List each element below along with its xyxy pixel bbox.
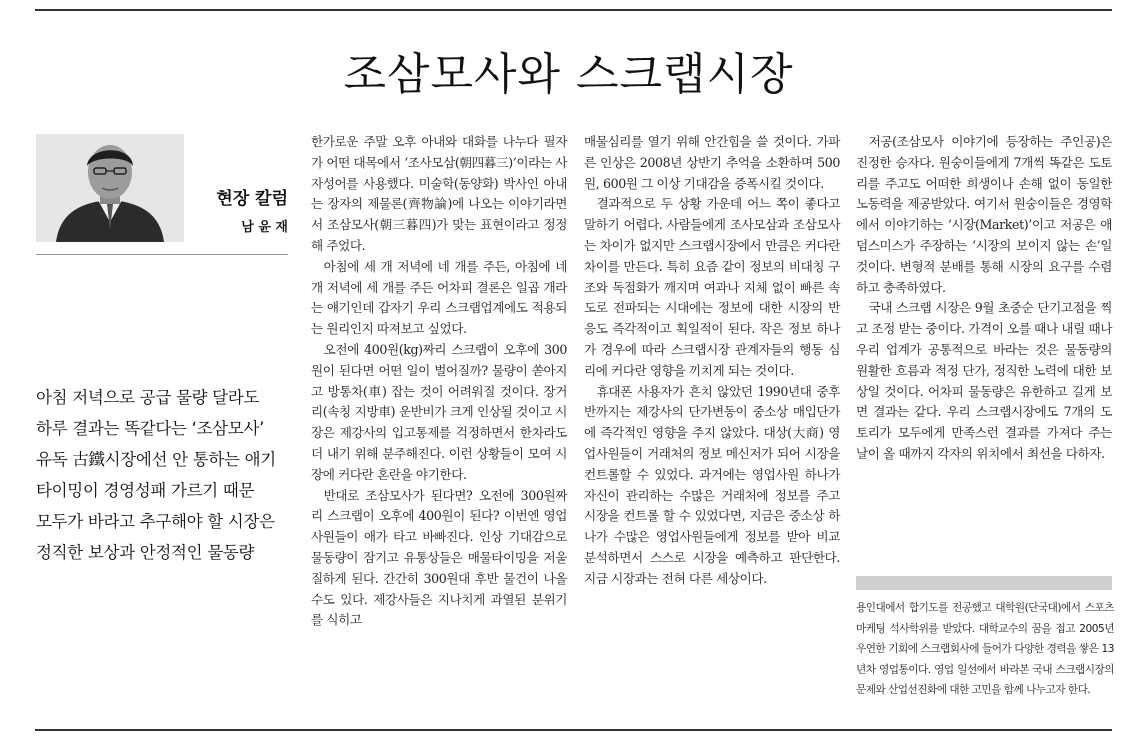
bio-bar — [856, 576, 1112, 590]
pull-quote-line: 모두가 바라고 추구해야 할 시장은 — [36, 512, 275, 531]
pull-quote-line: 유독 古鐵시장에선 안 통하는 애기 — [36, 450, 276, 469]
author-name: 남 윤 재 — [241, 220, 288, 235]
body-paragraph: 매물심리를 열기 위해 안간힘을 쓸 것이다. 가파른 인상은 2008년 상반기 추억을 소환하며 500원, 600원 그 이상 기대감을 증폭시킬 것이다. — [584, 134, 840, 191]
body-column-2 — [584, 132, 840, 590]
body-paragraph: 저공(조삼모사 이야기에 등장하는 주인공)은 진정한 승자다. 원숭이들에게 7개씩 똑같은 도토리를 주고도 어떠한 희생이나 손해 없이 동일한 노동력을 제공받았다. 여기서 원숭이들은 경영학에서 이야기하는 ‘시장(Market)’이고 저공은 애덤스미스가 주장하는 ‘시장의 보이지 않는 손’일 것이다. 변형적 분배를 통해 시장의 요구를 수렴하고 충족하였다. — [856, 134, 1112, 295]
pull-quote-line: 아침 저녁으로 공급 물량 달라도 — [36, 388, 260, 407]
pull-quote — [36, 382, 298, 568]
left-divider — [36, 254, 288, 255]
body-column-1 — [311, 132, 567, 631]
pull-quote-line: 타이밍이 경영성패 가르기 때문 — [36, 481, 255, 500]
body-paragraph: 휴대폰 사용자가 흔치 않았던 1990년대 중후반까지는 제강사의 단가변동이 중소상 매입단가에 즉각적인 영향을 주지 않았다. 대상(大商) 영업사원들이 거래처의 정보 메신저가 되어 시장을 컨트롤할 수 있었다. 과거에는 영업사원 하나가 자신이 관리하는 수많은 거래처에 정보를 주고 시장을 컨트롤 할 수 있었다면, 지금은 중소상 하나가 수많은 영업사원들에게 정보를 받아 비교 분석하면서 스스로 시장을 예측하고 판단한다. 지금 시장과는 전혀 다른 세상이다. — [584, 383, 840, 586]
body-column-3 — [856, 132, 1112, 465]
bottom-rule — [35, 729, 1112, 731]
pull-quote-line: 정직한 보상과 안정적인 물동량 — [36, 543, 255, 562]
author-photo — [36, 134, 184, 242]
author-portrait-icon — [36, 134, 184, 242]
body-paragraph: 한가로운 주말 오후 아내와 대화를 나누다 필자가 어떤 대목에서 ‘조사모삼(朝四暮三)’이라는 사자성어를 사용했다. 미술학(동양화) 박사인 아내는 장자의 제물론(齊物論)에 나오는 이야기라면서 조삼모사(朝三暮四)가 맞는 표현이라고 정정해 주었다. — [311, 134, 567, 253]
top-rule — [35, 9, 1112, 11]
author-bio: 용인대에서 합기도를 전공했고 대학원(단국대)에서 스포츠마케팅 석사학위를 받았다. 대학교수의 꿈을 접고 2005년 우연한 기회에 스크랩회사에 들어가 다양한 경력을 쌓은 13년차 영업통이다. 영업 일선에서 바라본 국내 스크랩시장의 문제와 산업선진화에 대한 고민을 함께 나누고자 한다. — [856, 602, 1114, 697]
body-paragraph: 아침에 세 개 저녁에 네 개를 주든, 아침에 네 개 저녁에 세 개를 주든 어차피 결론은 일곱 개라는 얘기인데 갑자기 우리 스크랩업계에도 적용되는 원리인지 따져보고 싶었다. — [311, 258, 567, 337]
body-paragraph: 결과적으로 두 상황 가운데 어느 쪽이 좋다고 말하기 어렵다. 사람들에게 조사모삼과 조삼모사는 차이가 없지만 스크랩시장에서 만큼은 커다란 차이를 만든다. 특히 요즘 같이 정보의 비대칭 구조와 독점화가 깨지며 여과나 지체 없이 빠른 속도로 전파되는 시대에는 정보에 대한 시장의 반응도 즉각적이고 획일적이 된다. 작은 정보 하나가 경우에 따라 스크랩시장 관계자들의 행동 심리에 커다란 영향을 끼치게 되는 것이다. — [584, 196, 840, 378]
body-paragraph: 국내 스크랩 시장은 9월 초중순 단기고점을 찍고 조정 받는 중이다. 가격이 오를 때나 내릴 때나 우리 업계가 공통적으로 바라는 것은 물동량의 원활한 흐름과 적정 단가, 정직한 노력에 대한 보상일 것이다. 어차피 물동량은 유한하고 길게 보면 결과는 같다. 우리 스크랩시장에도 7개의 도토리가 모두에게 만족스런 결과를 가져다 주는 날이 올 때까지 각자의 위치에서 최선을 다하자. — [856, 300, 1112, 461]
headline: 조삼모사와 스크랩시장 — [343, 49, 794, 100]
column-kicker: 현장 칼럼 — [216, 189, 288, 209]
pull-quote-line: 하루 결과는 똑같다는 ‘조삼모사’ — [36, 419, 265, 438]
body-paragraph: 반대로 조삼모사가 된다면? 오전에 300원짜리 스크랩이 오후에 400원이 된다? 이번엔 영업사원들이 애가 타고 바빠진다. 인상 기대감으로 물동량이 잠기고 유통상들은 매물타이밍을 저울질하게 된다. 간간히 300원대 후반 물건이 나올 수도 있다. 제강사들은 지나치게 과열된 분위기를 식히고 — [311, 487, 567, 628]
body-paragraph: 오전에 400원(kg)짜리 스크랩이 오후에 300원이 된다면 어떤 일이 벌어질까? 물량이 쏟아지고 방통차(車) 잡는 것이 어려워질 것이다. 장거리(속칭 지방車) 운반비가 크게 인상될 것이고 시장은 제강사의 입고통제를 걱정하면서 한차라도 더 내기 위해 분주해진다. 이런 상황들이 모여 시장에 커다란 혼란을 야기한다. — [311, 341, 567, 482]
